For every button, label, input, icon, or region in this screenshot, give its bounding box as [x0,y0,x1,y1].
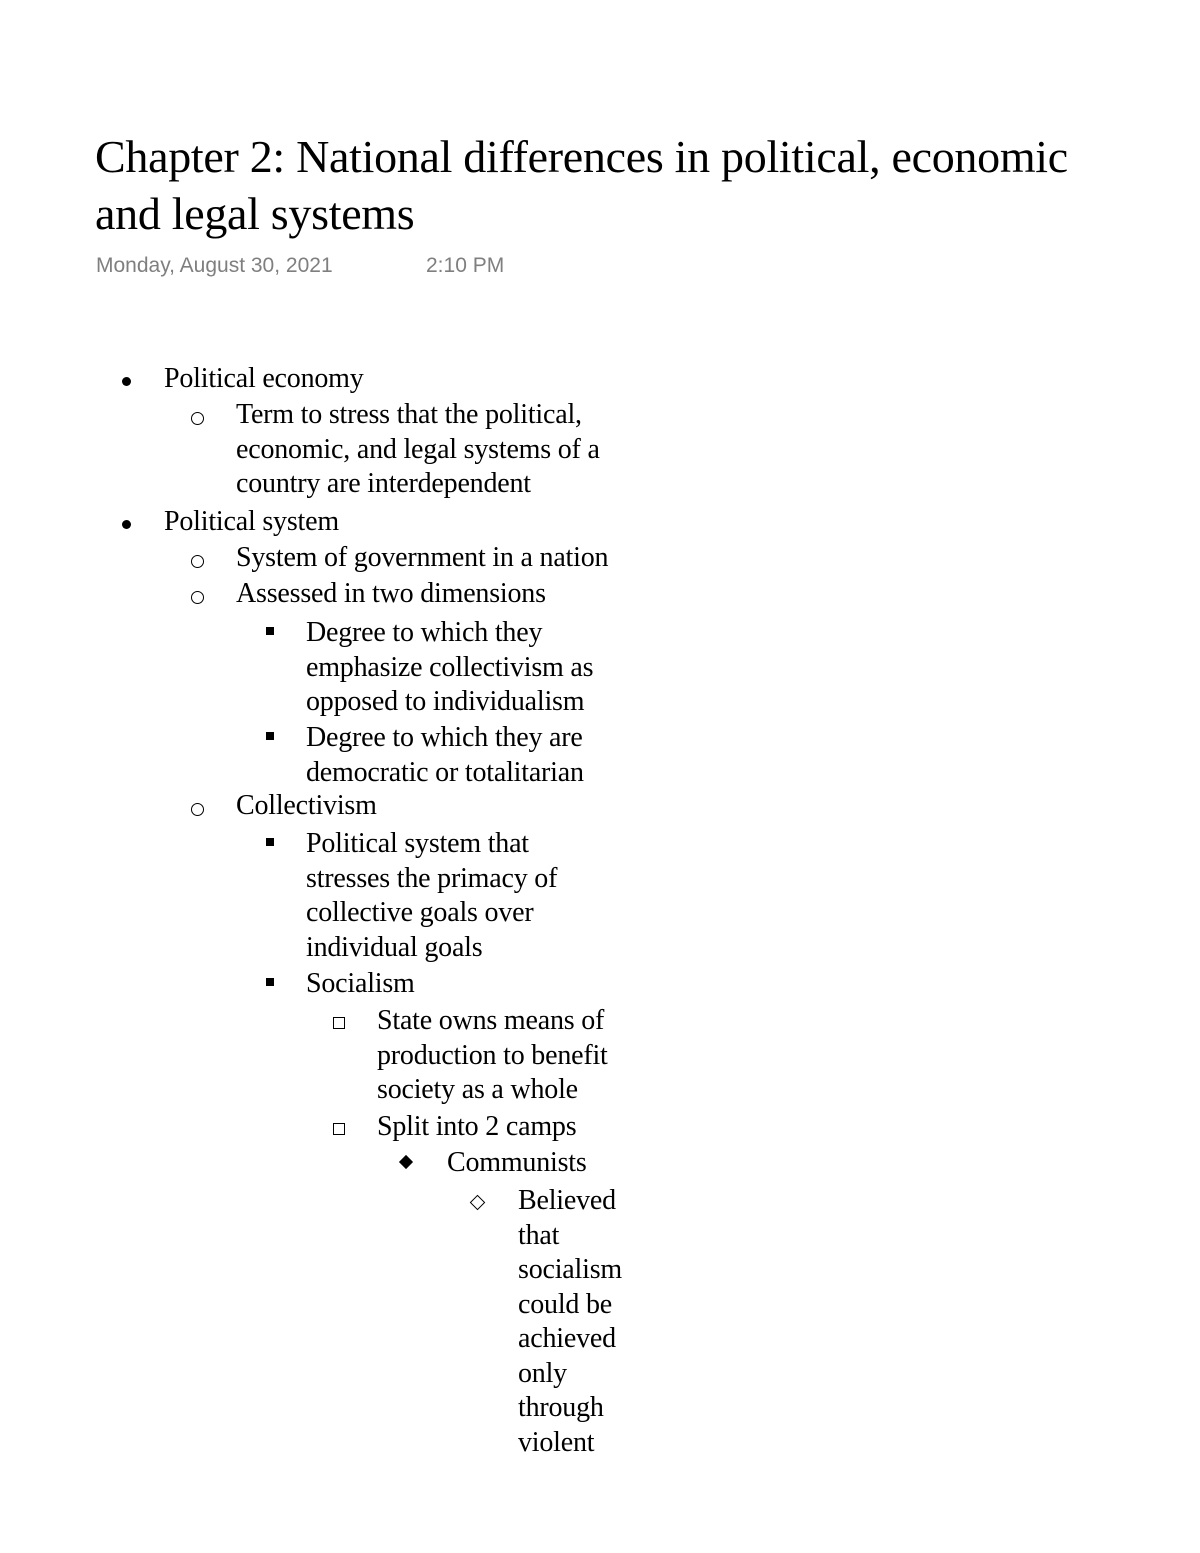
outline-item-communists: Communists [447,1147,587,1178]
page-title: Chapter 2: National differences in political, economic and legal systems [95,131,1068,239]
outline-item-collectivism-definition: Political system that stresses the primacy of collective goals over individual goals [306,828,558,963]
hollow-square-bullet-icon [333,1123,345,1135]
square-bullet-icon [266,978,274,986]
outline-item-political-economy: Political economy [164,363,364,394]
dot-bullet-icon [122,377,131,386]
outline-item-two-dimensions: Assessed in two dimensions [236,578,546,609]
diamond-bullet-icon [399,1155,413,1169]
outline-item-political-system: Political system [164,506,339,537]
outline-item-term-definition: Term to stress that the political, economic, and legal systems of a country are interdependent [236,399,600,499]
outline-item-collectivism: Collectivism [236,790,377,821]
page-time: 2:10 PM [426,254,505,277]
circle-bullet-icon [191,591,204,604]
outline-item-socialism: Socialism [306,968,415,999]
square-bullet-icon [266,627,274,635]
page-date: Monday, August 30, 2021 [96,254,333,277]
circle-bullet-icon [191,803,204,816]
circle-bullet-icon [191,412,204,425]
outline-item-split-into-camps: Split into 2 camps [377,1111,577,1142]
outline-item-collectivism-vs-individualism: Degree to which they emphasize collectivism as opposed to individualism [306,617,594,717]
circle-bullet-icon [191,555,204,568]
hollow-square-bullet-icon [333,1017,345,1029]
outline-item-communists-belief: Believed that socialism could be achieved only through violent [518,1185,622,1458]
dot-bullet-icon [122,520,131,529]
square-bullet-icon [266,732,274,740]
outline-item-state-owns-production: State owns means of production to benefit society as a whole [377,1005,608,1105]
hollow-diamond-bullet-icon [470,1195,486,1211]
outline-item-democratic-or-totalitarian: Degree to which they are democratic or totalitarian [306,722,584,788]
square-bullet-icon [266,838,274,846]
outline-item-system-of-government: System of government in a nation [236,542,609,573]
